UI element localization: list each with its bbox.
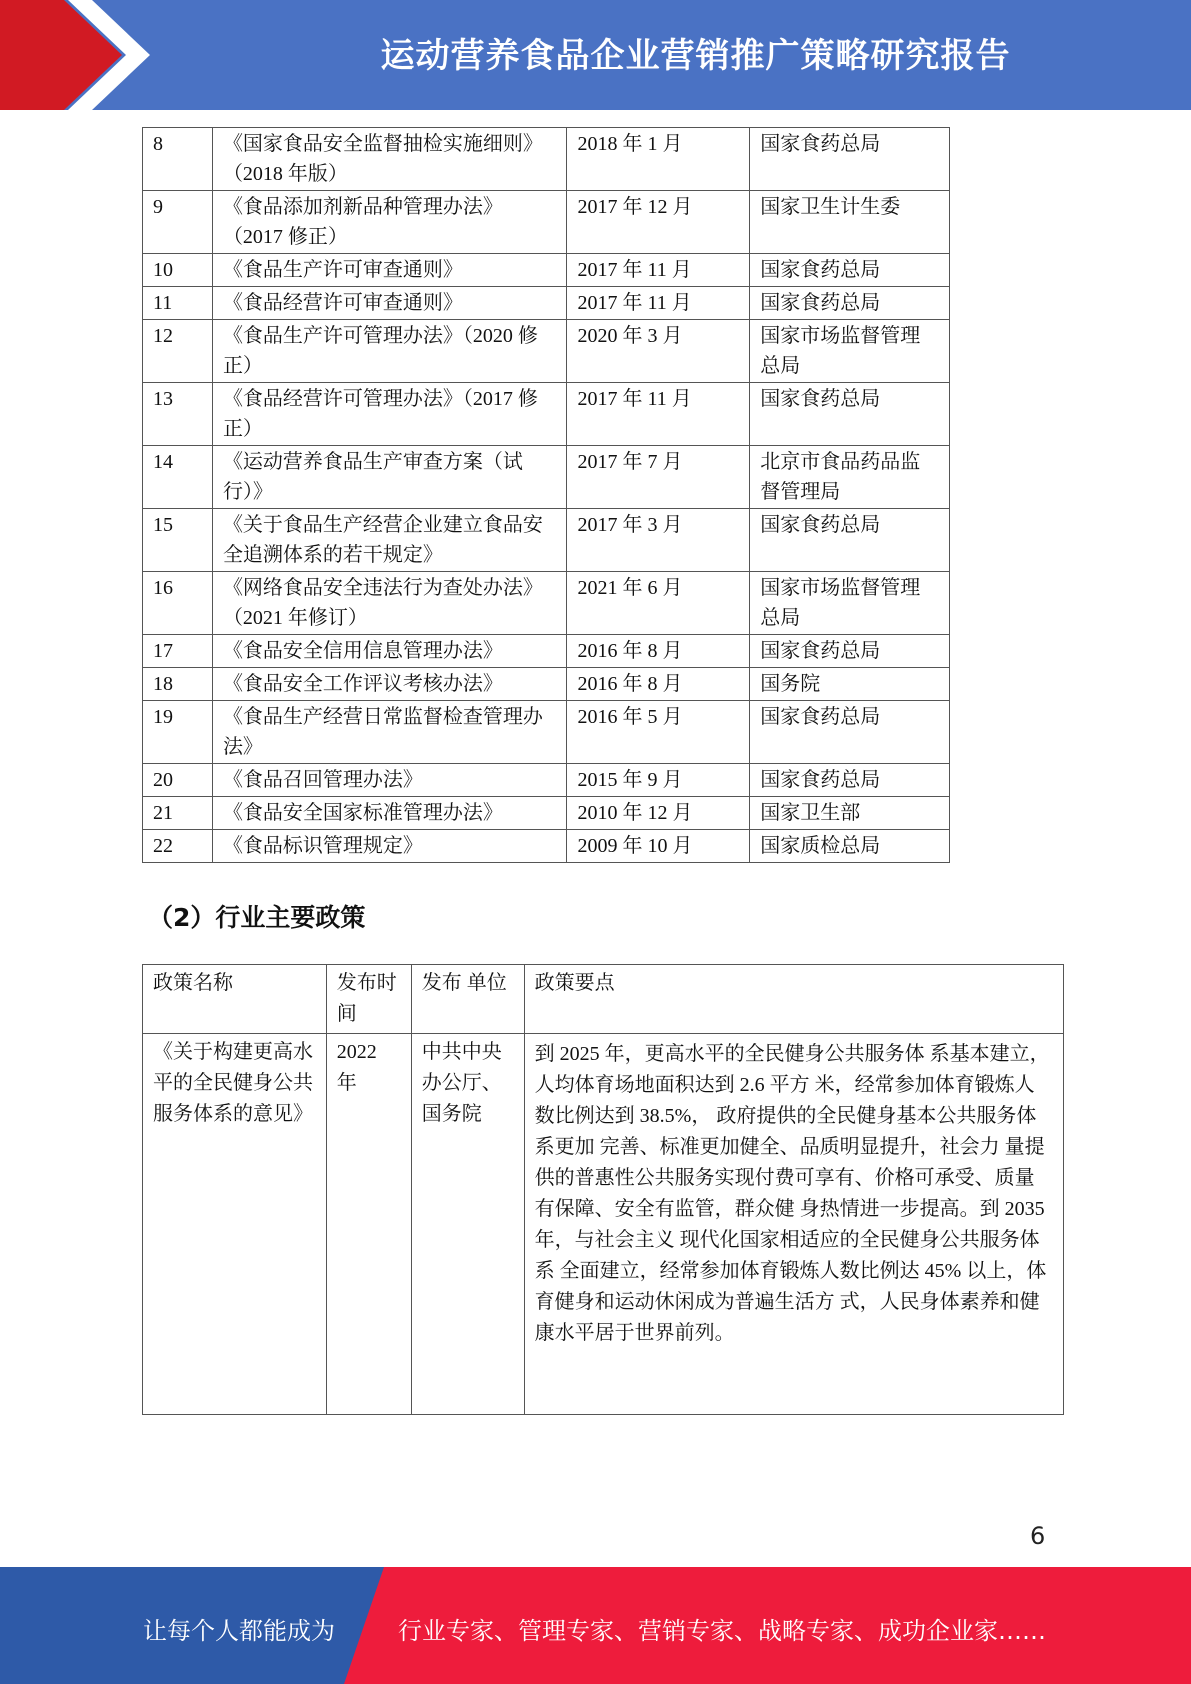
regulation-name: 《网络食品安全违法行为查处办法》 （2021 年修订） bbox=[212, 572, 567, 635]
issuing-authority: 国家食药总局 bbox=[750, 383, 950, 446]
release-date: 2017 年 3 月 bbox=[567, 509, 750, 572]
row-number: 13 bbox=[143, 383, 213, 446]
issuing-authority: 国家市场监督管理总局 bbox=[750, 320, 950, 383]
release-date: 2009 年 10 月 bbox=[567, 830, 750, 863]
release-date: 2017 年 11 月 bbox=[567, 254, 750, 287]
policy-points: 到 2025 年，更高水平的全民健身公共服务体 系基本建立，人均体育场地面积达到 2.6 平方 米，经常参加体育锻炼人数比例达到 38.5%， 政府提供的全民健身基本公共服务体系更加 完善、标准更加健全、品质明显提升，社会力 量提供的普惠性公共服务实现付费可享有、价格可承受、质量有保障、安全有监管，群众健 身热情进一步提高。到 2035 年，与社会主义 现代化国家相适应的全民健身公共服务体系 全面建立，经常参加体育锻炼人数比例达 45% 以上，体育健身和运动休闲成为普遍生活方 式，人民身体素养和健康水平居于世界前列。 bbox=[524, 1034, 1063, 1415]
document-title: 运动营养食品企业营销推广策略研究报告 bbox=[380, 36, 1011, 76]
row-number: 8 bbox=[143, 128, 213, 191]
row-number: 16 bbox=[143, 572, 213, 635]
regulation-name: 《国家食品安全监督抽检实施细则》 （2018 年版） bbox=[212, 128, 567, 191]
footer-slogan-left: 让每个人都能成为 bbox=[143, 1617, 335, 1645]
release-date: 2016 年 8 月 bbox=[567, 668, 750, 701]
section-title: （2）行业主要政策 bbox=[148, 903, 366, 932]
release-date: 2017 年 11 月 bbox=[567, 287, 750, 320]
regulation-name: 《食品生产许可管理办法》（2020 修正） bbox=[212, 320, 567, 383]
table-row bbox=[143, 701, 950, 764]
table-row bbox=[143, 797, 950, 830]
release-date: 2020 年 3 月 bbox=[567, 320, 750, 383]
row-number: 17 bbox=[143, 635, 213, 668]
release-date: 2017 年 11 月 bbox=[567, 383, 750, 446]
policy-name: 《关于构建更高水平的全民健身公共服务体系的意见》 bbox=[143, 1034, 327, 1415]
release-date: 2017 年 7 月 bbox=[567, 446, 750, 509]
table-row bbox=[143, 320, 950, 383]
policy-table-row bbox=[143, 1034, 1064, 1415]
regulation-name: 《食品标识管理规定》 bbox=[212, 830, 567, 863]
regulation-name: 《关于食品生产经营企业建立食品安全追溯体系的若干规定》 bbox=[212, 509, 567, 572]
policy-table bbox=[142, 964, 1064, 1415]
footer-slogan-right: 行业专家、管理专家、营销专家、战略专家、成功企业家…… bbox=[398, 1617, 1046, 1645]
release-date: 2021 年 6 月 bbox=[567, 572, 750, 635]
issuing-authority: 国家卫生部 bbox=[750, 797, 950, 830]
regulation-name: 《食品添加剂新品种管理办法》 （2017 修正） bbox=[212, 191, 567, 254]
release-date: 2017 年 12 月 bbox=[567, 191, 750, 254]
release-date: 2018 年 1 月 bbox=[567, 128, 750, 191]
row-number: 22 bbox=[143, 830, 213, 863]
page-number: 6 bbox=[1030, 1522, 1046, 1550]
table-row bbox=[143, 635, 950, 668]
regulation-name: 《食品经营许可管理办法》（2017 修正） bbox=[212, 383, 567, 446]
row-number: 19 bbox=[143, 701, 213, 764]
row-number: 12 bbox=[143, 320, 213, 383]
table-row bbox=[143, 446, 950, 509]
row-number: 14 bbox=[143, 446, 213, 509]
issuing-authority: 国家食药总局 bbox=[750, 128, 950, 191]
issuing-authority: 国家质检总局 bbox=[750, 830, 950, 863]
issuing-authority: 国家食药总局 bbox=[750, 254, 950, 287]
issuing-authority: 国家食药总局 bbox=[750, 701, 950, 764]
issuing-authority: 国家食药总局 bbox=[750, 287, 950, 320]
table-row bbox=[143, 830, 950, 863]
row-number: 20 bbox=[143, 764, 213, 797]
header-issuer: 发布 单位 bbox=[411, 965, 524, 1034]
release-date: 2016 年 5 月 bbox=[567, 701, 750, 764]
regulation-name: 《食品生产经营日常监督检查管理办法》 bbox=[212, 701, 567, 764]
row-number: 21 bbox=[143, 797, 213, 830]
policy-issuer: 中共中央办公厅、国务院 bbox=[411, 1034, 524, 1415]
regulation-name: 《食品安全信用信息管理办法》 bbox=[212, 635, 567, 668]
header-policy-points: 政策要点 bbox=[524, 965, 1063, 1034]
issuing-authority: 国家卫生计生委 bbox=[750, 191, 950, 254]
row-number: 9 bbox=[143, 191, 213, 254]
regulation-name: 《运动营养食品生产审查方案（试行）》 bbox=[212, 446, 567, 509]
release-date: 2015 年 9 月 bbox=[567, 764, 750, 797]
table-row bbox=[143, 287, 950, 320]
issuing-authority: 国家市场监督管理总局 bbox=[750, 572, 950, 635]
header-policy-name: 政策名称 bbox=[143, 965, 327, 1034]
issuing-authority: 国家食药总局 bbox=[750, 509, 950, 572]
table-row bbox=[143, 128, 950, 191]
issuing-authority: 国务院 bbox=[750, 668, 950, 701]
release-date: 2010 年 12 月 bbox=[567, 797, 750, 830]
regulation-name: 《食品生产许可审查通则》 bbox=[212, 254, 567, 287]
policy-table-header-row bbox=[143, 965, 1064, 1034]
table-row bbox=[143, 191, 950, 254]
row-number: 18 bbox=[143, 668, 213, 701]
footer-banner bbox=[0, 1567, 1191, 1684]
row-number: 15 bbox=[143, 509, 213, 572]
issuing-authority: 北京市食品药品监督管理局 bbox=[750, 446, 950, 509]
table-row bbox=[143, 383, 950, 446]
policy-date: 2022 年 bbox=[326, 1034, 411, 1415]
regulation-name: 《食品召回管理办法》 bbox=[212, 764, 567, 797]
table-row bbox=[143, 509, 950, 572]
header-banner bbox=[0, 0, 1191, 110]
regulations-table bbox=[142, 127, 950, 863]
regulation-name: 《食品经营许可审查通则》 bbox=[212, 287, 567, 320]
issuing-authority: 国家食药总局 bbox=[750, 764, 950, 797]
row-number: 11 bbox=[143, 287, 213, 320]
header-release-date: 发布时间 bbox=[326, 965, 411, 1034]
table-row bbox=[143, 764, 950, 797]
row-number: 10 bbox=[143, 254, 213, 287]
issuing-authority: 国家食药总局 bbox=[750, 635, 950, 668]
regulation-name: 《食品安全工作评议考核办法》 bbox=[212, 668, 567, 701]
release-date: 2016 年 8 月 bbox=[567, 635, 750, 668]
table-row bbox=[143, 668, 950, 701]
regulation-name: 《食品安全国家标准管理办法》 bbox=[212, 797, 567, 830]
table-row bbox=[143, 254, 950, 287]
table-row bbox=[143, 572, 950, 635]
